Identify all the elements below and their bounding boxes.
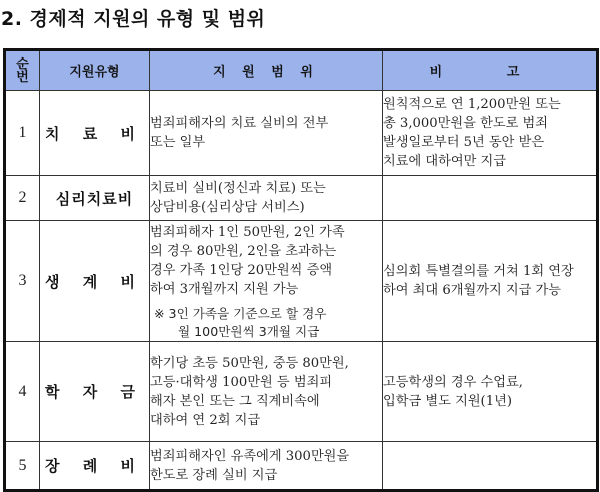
row-number: 5 (5, 442, 40, 491)
scope-line: 학기당 초등 50만원, 중등 80만원, (150, 355, 349, 371)
remarks (383, 442, 598, 491)
remarks-line: 총 3,000만원을 한도로 범죄 (383, 116, 548, 131)
remarks (383, 91, 598, 176)
support-scope (150, 91, 383, 176)
support-scope (150, 442, 383, 491)
scope-line: 대하여 연 2회 지급 (150, 412, 261, 428)
note-line: ※ 3인 가족을 기준으로 할 경우 (154, 306, 327, 321)
table-row (5, 221, 598, 342)
header-scope: 지 원 범 위 (150, 50, 383, 91)
header-no: 순번 (5, 50, 40, 91)
table-row (5, 91, 598, 176)
scope-line: 고등·대학생 100만원 등 범죄피 (150, 374, 333, 390)
remarks-line: 원칙적으로 연 1,200만원 또는 (383, 97, 561, 112)
scope-line: 범죄피해자 1인 50만원, 2인 가족 (150, 225, 345, 240)
remarks-line: 입학금 별도 지원(1년) (383, 393, 512, 409)
scope-line: 하여 3개월까지 지원 가능 (150, 282, 299, 297)
note-line: 월 100만원씩 3개월 지급 (178, 324, 320, 339)
table-row (5, 442, 598, 491)
scope-line: 해자 본인 또는 그 직계비속에 (150, 393, 320, 409)
scope-line: 상담비용(심리상담 서비스) (150, 200, 305, 215)
remarks (383, 342, 598, 442)
scope-line: 한도로 장례 실비 지급 (150, 467, 278, 483)
scope-line: 경우 가족 1인당 20만원씩 증액 (150, 263, 333, 278)
support-scope (150, 221, 383, 342)
table-row (5, 176, 598, 221)
row-number: 3 (5, 221, 40, 342)
remarks (383, 221, 598, 342)
support-scope (150, 342, 383, 442)
support-type: 학 자 금 (40, 342, 150, 442)
note (150, 305, 382, 341)
header-row (5, 50, 598, 91)
scope-line: 치료비 실비(정신과 치료) 또는 (150, 181, 326, 196)
header-type: 지원유형 (40, 50, 150, 91)
row-number: 4 (5, 342, 40, 442)
remarks-line: 하여 최대 6개월까지 지급 가능 (383, 283, 562, 298)
remarks-line: 심의회 특별결의를 거쳐 1회 연장 (383, 264, 574, 279)
remarks-line: 치료에 대하여만 지급 (383, 154, 507, 169)
support-type-table (3, 48, 599, 492)
support-type: 생 계 비 (40, 221, 150, 342)
scope-line: 범죄피해자인 유족에게 300만원을 (150, 448, 350, 464)
support-scope (150, 176, 383, 221)
scope-line: 범죄피해자의 치료 실비의 전부 (150, 116, 329, 131)
scope-line: 의 경우 80만원, 2인을 초과하는 (150, 244, 337, 259)
support-type: 심리치료비 (40, 176, 150, 221)
table-row (5, 342, 598, 442)
section-title: 2. 경제적 지원의 유형 및 범위 (1, 8, 266, 30)
scope-line: 또는 일부 (150, 135, 206, 150)
remarks (383, 176, 598, 221)
support-type: 장 례 비 (40, 442, 150, 491)
remarks-line: 고등학생의 경우 수업료, (383, 374, 523, 390)
row-number: 1 (5, 91, 40, 176)
support-type: 치 료 비 (40, 91, 150, 176)
header-remarks: 비 고 (383, 50, 598, 91)
row-number: 2 (5, 176, 40, 221)
remarks-line: 발생일로부터 5년 동안 받은 (383, 135, 545, 150)
